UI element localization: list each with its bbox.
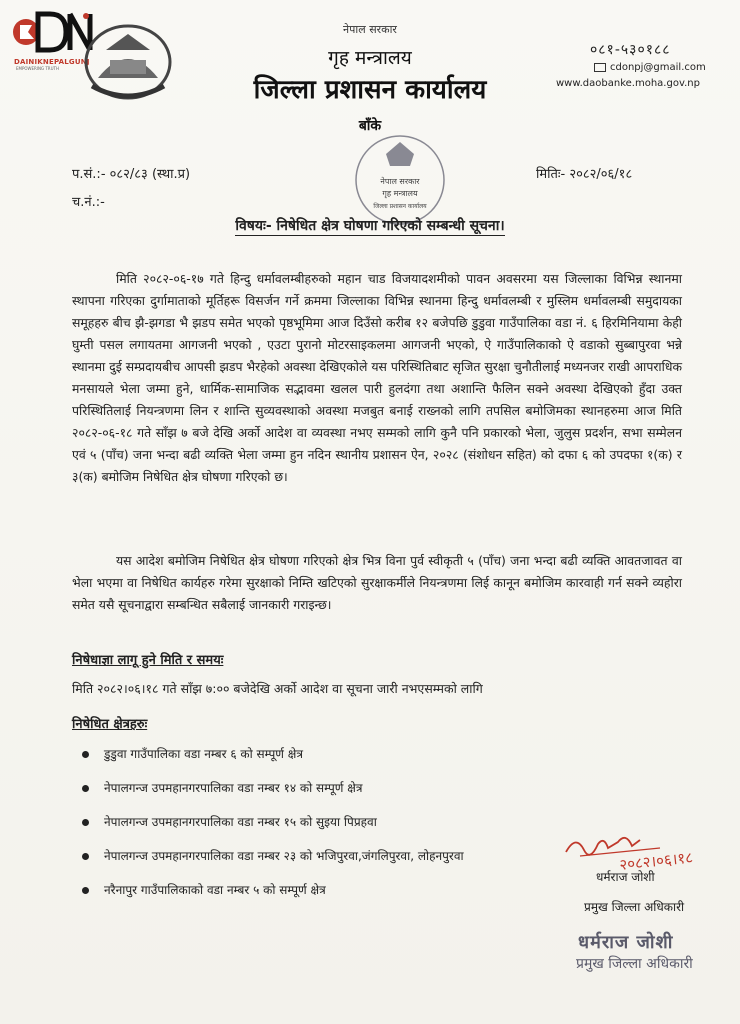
subject-text: विषयः- निषेधित क्षेत्र घोषणा गरिएको सम्बन्धी सूचना। (235, 218, 505, 234)
body-paragraph-1: मिति २०८२-०६-१७ गते हिन्दु धर्मावलम्बीहरुको महान चाड विजयादशमीको पावन अवसरमा यस जिल्लाका विभिन्न स्थानमा स्थापना गरिएका दुर्गामाताको मूर्तिहरू विसर्जन गर्ने क्रममा जिल्लाका विभिन्न स्थानमा हिन्दु धर्मावलम्बी र मुस्लिम धर्मावलम्बी समुदायका समूहहरु बीच झै-झगडा भै झडप समेत भएको पृष्ठभूमिमा आज दिउँसो करीब १२ बजेपछि डुडुवा गाउँपालिका वडा नं. ६ हिरमिनियामा केही घुम्ती पसल लगायतमा आगजनी भएको , एउटा पुरानो मोटरसाइकलमा आगजनी भएको, ऐ गाउँपालिकाको ऐ वडाको सुब्बापुरवा भन्ने स्थानमा दुई सम्प्रदायबीच आपसी झडप भैरहेको अवस्था देखिएकोले यस परिस्थितिबाट सृजित सुरक्षा चुनौतीलाई मध्यनजर राखी आपराधिक मनसायले भेला जम्मा हुने, धार्मिक-सामाजिक सद्भावमा खलल पारी हुलदंगा तथा अशान्ति फैलिन सक्ने अवस्था देखिएको हुँदा उक्त परिस्थितिलाई नियन्त्रणमा लिन र शान्ति सुव्यवस्थाको अवस्था मजबुत बनाई राख्नको लागि तपसिल बमोजिमका स्थानहरुमा आज मिति २०८२-०६-१८ गते साँझ ७ बजे देखि अर्को आदेश वा व्यवस्था नभए सम्मको लागि कुनै पनि प्रकारको भेला, जुलुस प्रदर्शन, सभा सम्मेलन एवं ५ (पाँच) जना भन्दा बढी व्यक्ति भेला जम्मा हुन नदिन स्थानीय प्रशासन ऐन, २०२८ (संशोधन सहित) को दफा ६ को उपदफा १(क) र ३(क) बमोजिम निषेधित क्षेत्र घोषणा गरिएको छ। (72, 271, 683, 484)
stamp-signatory-name: धर्मराज जोशी (578, 932, 674, 953)
signatory-title: प्रमुख जिल्ला अधिकारी (584, 900, 685, 914)
list-item: नेपालगन्ज उपमहानगरपालिका वडा नम्बर २३ को भजिपुरवा,जंगलिपुरवा, लोहनपुरवा (78, 846, 464, 880)
effective-heading: निषेधाज्ञा लागू हुने मिति र समयः (72, 653, 224, 668)
district-name: बाँके (358, 118, 382, 134)
website-url: www.daobanke.moha.gov.np (556, 78, 700, 89)
list-item: नेपालगन्ज उपमहानगरपालिका वडा नम्बर १४ को सम्पूर्ण क्षेत्र (78, 778, 464, 812)
list-item: नरैनापुर गाउँपालिकाको वडा नम्बर ५ को सम्पूर्ण क्षेत्र (78, 880, 464, 914)
effective-text: मिति २०८२।०६।१८ गते साँझ ७:०० बजेदेखि अर्को आदेश वा सूचना जारी नभएसम्मको लागि (72, 681, 483, 696)
reference-number: प.सं.:- ०८२/८३ (स्था.प्र) (72, 167, 191, 182)
mail-icon (594, 63, 606, 72)
zones-list (78, 744, 464, 914)
zones-heading: निषेधित क्षेत्रहरुः (72, 717, 148, 732)
list-item: डुडुवा गाउँपालिका वडा नम्बर ६ को सम्पूर्ण क्षेत्र (78, 744, 464, 778)
office-name: जिल्ला प्रशासन कार्यालय (253, 75, 487, 105)
logo-tagline: EMPOWERING TRUTH (16, 66, 59, 71)
stamp-line-2: गृह मन्त्रालय (382, 189, 418, 198)
signature-date: २०८२।०६।१८ (618, 848, 694, 874)
government-name: नेपाल सरकार (343, 23, 397, 36)
logo-brand: DAINIKNEPALGUNJ (14, 58, 90, 66)
stamp-line-3: जिल्ला प्रशासन कार्यालय (373, 203, 427, 210)
office-stamp (352, 132, 448, 228)
ministry-name: गृह मन्त्रालय (328, 47, 412, 69)
stamp-signatory-title: प्रमुख जिल्ला अधिकारी (576, 956, 693, 972)
body-paragraph-2: यस आदेश बमोजिम निषेधित क्षेत्र घोषणा गरिएको क्षेत्र भित्र विना पुर्व स्वीकृती ५ (पाँच) जना भन्दा बढी व्यक्ति आवतजावत वा भेला भएमा वा निषेधित कार्यहरु गरेमा सुरक्षाको निम्ति खटिएको सुरक्षाकर्मीले नियन्त्रणमा लिई कानून बमोजिम कारवाही गर्न सक्ने व्यहोरा समेत यसै सूचनाद्वारा सम्बन्धित सबैलाई जानकारी गराइन्छ। (72, 553, 682, 612)
list-item: नेपालगन्ज उपमहानगरपालिका वडा नम्बर १५ को सुइया पिप्रहवा (78, 812, 464, 846)
subject-line (0, 216, 740, 235)
stamp-line-1: नेपाल सरकार (380, 177, 420, 186)
notice-date: मितिः- २०८२/०६/१८ (536, 167, 633, 182)
phone-number: ०८१-५३०१८८ (590, 42, 671, 58)
dispatch-number: च.नं.:- (72, 195, 105, 210)
email-address (594, 62, 706, 73)
signatory-name: धर्मराज जोशी (596, 870, 655, 884)
email-text: cdonpj@gmail.com (610, 62, 706, 73)
